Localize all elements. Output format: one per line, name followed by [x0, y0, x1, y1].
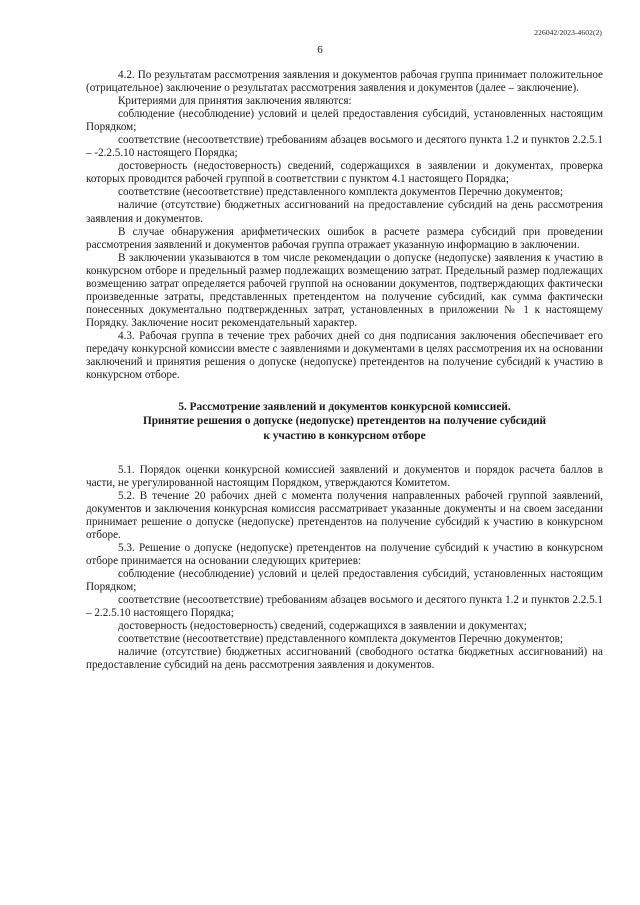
- paragraph: достоверность (недостоверность) сведений, содержащихся в заявлении и документах, проверка которых проводится рабочей группой в соответствии с пунктом 4.1 настоящего Порядка;: [86, 160, 603, 186]
- paragraph: соответствие (несоответствие) требованиям абзацев восьмого и десятого пункта 1.2 и пунктов 2.2.5.1 – -2.2.5.10 настоящего Порядка;: [86, 134, 603, 160]
- paragraph: соблюдение (несоблюдение) условий и целей предоставления субсидий, установленных настоящим Порядком;: [86, 108, 603, 134]
- paragraph: 4.3. Рабочая группа в течение трех рабочих дней со дня подписания заключения обеспечивает его передачу конкурсной комиссии вместе с заявлениями и документами в целях рассмотрения их на основании заключений и принятия решения о допуске (недопуске) претендентов на получение субсидий к участию в конкурсном отборе.: [86, 329, 603, 382]
- paragraph: 4.2. По результатам рассмотрения заявления и документов рабочая группа принимает положительное (отрицательное) заключение о результатах рассмотрения заявления и документов (далее – заключение).: [86, 69, 603, 95]
- paragraph: 5.1. Порядок оценки конкурсной комиссией заявлений и документов и порядок расчета баллов в части, не урегулированной настоящим Порядком, утверждаются Комитетом.: [86, 463, 603, 489]
- paragraph: соблюдение (несоблюдение) условий и целей предоставления субсидий, установленных настоящим Порядком;: [86, 568, 603, 594]
- paragraph: наличие (отсутствие) бюджетных ассигнований (свободного остатка бюджетных ассигнований) на предоставление субсидий на день рассмотрения заявления и документов.: [86, 646, 603, 672]
- paragraph: соответствие (несоответствие) требованиям абзацев восьмого и десятого пункта 1.2 и пунктов 2.2.5.1 – 2.2.5.10 настоящего Порядка;: [86, 594, 603, 620]
- paragraph: наличие (отсутствие) бюджетных ассигнований на предоставление субсидий на день рассмотрения заявления и документов.: [86, 199, 603, 225]
- paragraph: 5.2. В течение 20 рабочих дней с момента получения направленных рабочей группой заявлений, документов и заключения конкурсная комиссия рассматривает указанные документы и на своем заседании принимает решение о допуске (недопуске) претендентов на получение субсидий к участию в конкурсном отборе.: [86, 489, 603, 541]
- paragraph: достоверность (недостоверность) сведений, содержащихся в заявлении и документах;: [118, 620, 527, 633]
- page-number: 6: [317, 44, 323, 56]
- paragraph: В заключении указываются в том числе рекомендации о допуске (недопуске) заявления к участию в конкурсном отборе и предельный размер подлежащих возмещению затрат. Предельный размер подлежащих возмещению затрат определяется рабочей группой на основании документов, подтверждающих фактически произведенные затраты, представленных претендентом на получение субсидий, как сумма фактически понесенных документально подтвержденных затрат, установленных в приложении № 1 к настоящему Порядку. Заключение носит рекомендательный характер.: [86, 251, 603, 329]
- section-title-line: Принятие решения о допуске (недопуске) претендентов на получение субсидий: [142, 415, 547, 428]
- paragraph: 5.3. Решение о допуске (недопуске) претендентов на получение субсидий к участию в конкурсном отборе принимается на основании следующих критериев:: [86, 542, 603, 568]
- paragraph: соответствие (несоответствие) представленного комплекта документов Перечню документов;: [118, 633, 564, 646]
- paragraph: В случае обнаружения арифметических ошибок в расчете размера субсидий при проведении рассмотрения заявлений и документов рабочая группа отражает указанную информацию в заключении.: [86, 225, 603, 251]
- section-title-line: 5. Рассмотрение заявлений и документов конкурсной комиссией.: [178, 401, 511, 414]
- document-registration-number: 226042/2023-4602(2): [534, 28, 602, 37]
- paragraph: соответствие (несоответствие) представленного комплекта документов Перечню документов;: [118, 186, 564, 199]
- paragraph: Критериями для принятия заключения являются:: [118, 95, 352, 108]
- document-body: [86, 69, 603, 672]
- section-title-line: к участию в конкурсном отборе: [263, 429, 426, 442]
- section-title: [86, 400, 603, 443]
